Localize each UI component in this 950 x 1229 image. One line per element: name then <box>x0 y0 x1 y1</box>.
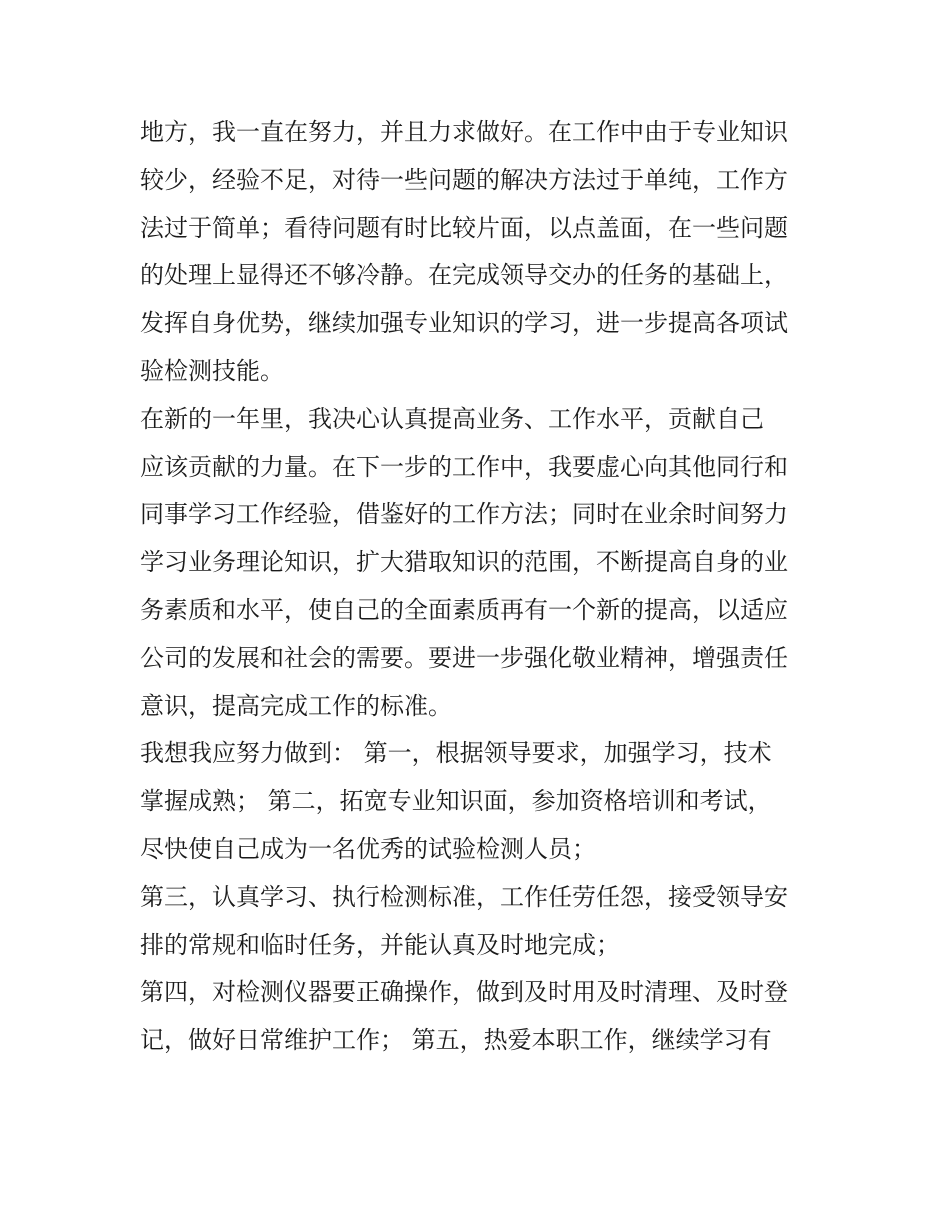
text-line: 较少，经验不足，对待一些问题的解决方法过于单纯，工作方 <box>140 165 788 194</box>
text-line: 同事学习工作经验，借鉴好的工作方法；同时在业余时间努力 <box>140 500 788 529</box>
body-text <box>140 109 820 1065</box>
text-line: 发挥自身优势，继续加强专业知识的学习，进一步提高各项试 <box>140 309 788 338</box>
text-line: 尽快使自己成为一名优秀的试验检测人员； <box>140 834 596 863</box>
text-line: 记，做好日常维护工作； 第五，热爱本职工作，继续学习有 <box>140 1026 772 1055</box>
text-line: 务素质和水平，使自己的全面素质再有一个新的提高，以适应 <box>140 595 788 624</box>
text-line: 的处理上显得还不够冷静。在完成领导交办的任务的基础上， <box>140 261 788 290</box>
text-line: 法过于简单；看待问题有时比较片面，以点盖面，在一些问题 <box>140 213 788 242</box>
text-line: 应该贡献的力量。在下一步的工作中，我要虚心向其他同行和 <box>140 452 788 481</box>
text-line: 公司的发展和社会的需要。要进一步强化敬业精神，增强责任 <box>140 643 788 672</box>
text-line: 第三，认真学习、执行检测标准，工作任劳任怨，接受领导安 <box>140 882 788 911</box>
text-line: 在新的一年里，我决心认真提高业务、工作水平，贡献自己 <box>140 404 764 433</box>
text-line: 学习业务理论知识，扩大猎取知识的范围，不断提高自身的业 <box>140 548 788 577</box>
text-line: 地方，我一直在努力，并且力求做好。在工作中由于专业知识 <box>140 118 788 146</box>
text-line: 排的常规和临时任务，并能认真及时地完成； <box>140 930 620 959</box>
text-line: 验检测技能。 <box>140 356 284 385</box>
text-line: 意识，提高完成工作的标准。 <box>140 691 452 720</box>
text-line: 第四，对检测仪器要正确操作，做到及时用及时清理、及时登 <box>140 978 788 1007</box>
text-line: 掌握成熟； 第二，拓宽专业知识面，参加资格培训和考试， <box>140 787 772 816</box>
text-line: 我想我应努力做到： 第一，根据领导要求，加强学习，技术 <box>140 739 772 768</box>
